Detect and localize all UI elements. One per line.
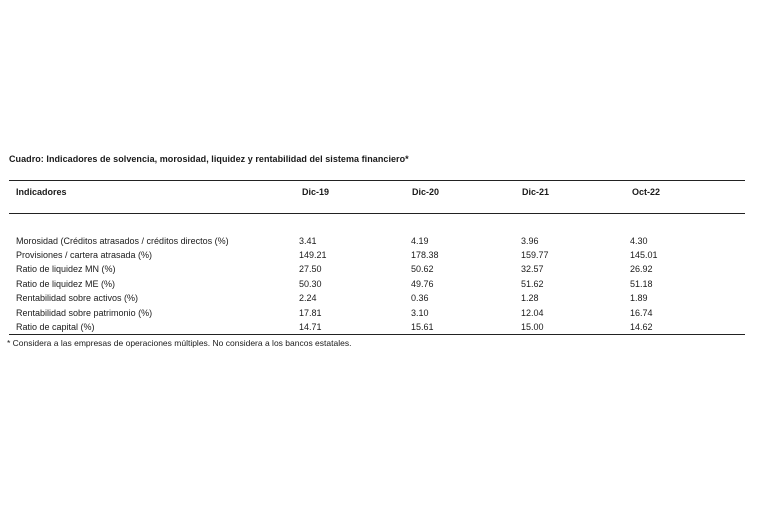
cell-dic-21: 51.62 [521, 279, 544, 289]
header-dic-21: Dic-21 [522, 187, 550, 197]
cell-oct-22: 1.89 [630, 293, 648, 303]
table-title: Cuadro: Indicadores de solvencia, morosidad, liquidez y rentabilidad del sistema financiero* [9, 154, 409, 164]
table-row [0, 236, 760, 250]
cell-dic-20: 15.61 [411, 322, 434, 332]
header-dic-19: Dic-19 [302, 187, 330, 197]
table-row [0, 279, 760, 293]
cell-dic-19: 2.24 [299, 293, 317, 303]
row-label: Ratio de liquidez MN (%) [16, 264, 116, 274]
cell-dic-21: 1.28 [521, 293, 539, 303]
cell-dic-19: 149.21 [299, 250, 327, 260]
header-dic-20: Dic-20 [412, 187, 440, 197]
table-row [0, 250, 760, 264]
cell-dic-19: 50.30 [299, 279, 322, 289]
cell-oct-22: 26.92 [630, 264, 653, 274]
row-label: Ratio de liquidez ME (%) [16, 279, 116, 289]
cell-oct-22: 16.74 [630, 308, 653, 318]
header-indicadores: Indicadores [16, 187, 67, 197]
cell-dic-21: 12.04 [521, 308, 544, 318]
table-row [0, 264, 760, 278]
row-label: Provisiones / cartera atrasada (%) [16, 250, 153, 260]
table-top-rule [9, 180, 745, 181]
row-label: Ratio de capital (%) [16, 322, 95, 332]
table-row [0, 308, 760, 322]
cell-dic-20: 0.36 [411, 293, 429, 303]
cell-dic-21: 159.77 [521, 250, 549, 260]
row-label: Morosidad (Créditos atrasados / créditos directos (%) [16, 236, 229, 246]
cell-oct-22: 145.01 [630, 250, 658, 260]
cell-oct-22: 14.62 [630, 322, 653, 332]
cell-dic-20: 178.38 [411, 250, 439, 260]
cell-dic-21: 3.96 [521, 236, 539, 246]
table-row [0, 293, 760, 307]
cell-dic-21: 32.57 [521, 264, 544, 274]
table-footnote: * Considera a las empresas de operaciones múltiples. No considera a los bancos estatales. [7, 338, 352, 348]
cell-dic-20: 49.76 [411, 279, 434, 289]
cell-dic-19: 27.50 [299, 264, 322, 274]
cell-dic-20: 4.19 [411, 236, 429, 246]
cell-dic-21: 15.00 [521, 322, 544, 332]
cell-oct-22: 51.18 [630, 279, 653, 289]
cell-oct-22: 4.30 [630, 236, 648, 246]
cell-dic-19: 3.41 [299, 236, 317, 246]
table-header-rule [9, 213, 745, 214]
row-label: Rentabilidad sobre activos (%) [16, 293, 139, 303]
cell-dic-20: 3.10 [411, 308, 429, 318]
table-bottom-rule [9, 334, 745, 335]
row-label: Rentabilidad sobre patrimonio (%) [16, 308, 153, 318]
cell-dic-20: 50.62 [411, 264, 434, 274]
cell-dic-19: 14.71 [299, 322, 322, 332]
cell-dic-19: 17.81 [299, 308, 322, 318]
header-oct-22: Oct-22 [632, 187, 661, 197]
